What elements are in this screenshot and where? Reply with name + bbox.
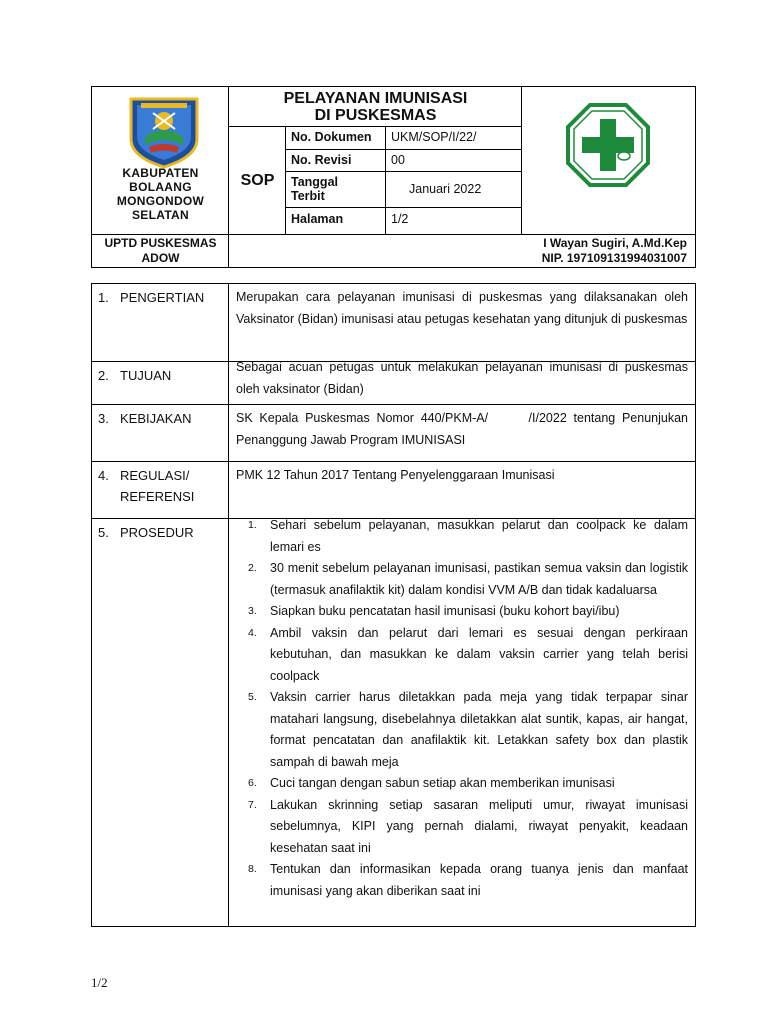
step-text: Tentukan dan informasikan kepada orang tuanya jenis dan manfaat imunisasi yang akan diberikan saat ini (270, 862, 688, 898)
step-number: 2. (248, 562, 257, 574)
signer-name: I Wayan Sugiri, A.Md.Kep (543, 236, 687, 250)
issue-date-label: Tanggal Terbit (291, 175, 338, 203)
procedure-step (236, 623, 688, 688)
step-number: 1. (248, 519, 257, 531)
step-number: 5. (248, 691, 257, 703)
regency-emblem-icon (127, 95, 201, 169)
section-label-line: REGULASI/ (120, 468, 190, 483)
divider (286, 207, 521, 208)
procedure-step (236, 515, 688, 558)
divider (92, 404, 695, 405)
section-number: 1. (98, 290, 109, 305)
step-number: 3. (248, 605, 257, 617)
sop-body-table (91, 283, 696, 927)
section-label: PROSEDUR (120, 525, 194, 540)
section-label (120, 465, 194, 507)
section-number: 3. (98, 411, 109, 426)
region-line: SELATAN (132, 208, 189, 222)
procedure-step (236, 773, 688, 795)
unit-name (92, 235, 229, 266)
divider (286, 149, 521, 150)
doc-number-value: UKM/SOP/I/22/ (391, 130, 477, 144)
section-text: Merupakan cara pelayanan imunisasi di puskesmas yang dilaksanakan oleh Vaksinator (Bidan) imunisasi atau petugas kesehatan yang ditunjuk di puskesmas (236, 290, 688, 326)
health-logo-cell (522, 87, 697, 235)
step-text: Siapkan buku pencatatan hasil imunisasi (buku kohort bayi/ibu) (270, 604, 620, 618)
section-text: Sebagai acuan petugas untuk melakukan pelayanan imunisasi di puskesmas oleh vaksinator (Bidan) (236, 360, 688, 396)
step-text: Sehari sebelum pelayanan, masukkan pelarut dan coolpack ke dalam lemari es (270, 518, 688, 554)
sop-label: SOP (240, 172, 275, 189)
divider (92, 461, 695, 462)
regency-name (92, 166, 229, 222)
procedure-step (236, 687, 688, 773)
divider (385, 127, 386, 235)
regency-logo-cell (92, 87, 229, 235)
step-text: Cuci tangan dengan sabun setiap akan memberikan imunisasi (270, 776, 615, 790)
step-text: 30 menit sebelum pelayanan imunisasi, pastikan semua vaksin dan logistik (termasuk anafilaktik kit) dalam kondisi VVM A/B dan tidak kadaluarsa (270, 561, 688, 597)
unit-line: UPTD PUSKESMAS (104, 236, 217, 250)
section-label: TUJUAN (120, 368, 172, 383)
section-label: PENGERTIAN (120, 290, 205, 305)
section-label: KEBIJAKAN (120, 411, 192, 426)
issue-date-value: Januari 2022 (409, 182, 482, 196)
step-number: 7. (248, 798, 257, 811)
page-label: Halaman (291, 212, 344, 226)
sop-header-table (91, 86, 696, 268)
procedure-step (236, 795, 688, 860)
step-number: 8. (248, 863, 257, 875)
unit-line: ADOW (141, 251, 180, 265)
page-footer: 1/2 (91, 975, 108, 990)
procedure-step (236, 859, 688, 902)
revision-label: No. Revisi (291, 153, 352, 167)
step-text: Lakukan skrinning setiap sasaran meliputi umur, riwayat imunisasi sebelumnya, KIPI yang pernah dialami, riwayat penyakit, keadaan kesehatan saat ini (270, 797, 688, 855)
doc-number-label: No. Dokumen (291, 130, 372, 144)
step-text: Vaksin carrier harus diletakkan pada meja yang tidak terpapar sinar matahari langsung, disebelahnya diletakkan alat suntik, kapas, air hangat, format pencatatan dan anafilaktik kit. Letakkan safety box dan plastik sampah di bawah meja (270, 690, 688, 769)
puskesmas-cross-icon (566, 103, 650, 187)
region-line: BOLAANG (129, 180, 192, 194)
section-number: 5. (98, 525, 109, 540)
step-number: 6. (248, 777, 257, 789)
region-line: KABUPATEN (122, 166, 199, 180)
divider (286, 171, 521, 172)
section-text: PMK 12 Tahun 2017 Tentang Penyelenggaraan Imunisasi (236, 468, 555, 482)
signer-block (542, 235, 687, 266)
procedure-step (236, 601, 688, 623)
title-line: PELAYANAN IMUNISASI (283, 90, 468, 107)
section-label-line: REFERENSI (120, 489, 195, 504)
document-title (229, 87, 522, 127)
procedure-step (236, 558, 688, 601)
step-number: 4. (248, 626, 257, 639)
revision-value: 00 (391, 153, 405, 167)
section-number: 4. (98, 468, 109, 483)
divider (228, 284, 229, 926)
step-text: Ambil vaksin dan pelarut dari lemari es sesuai dengan perkiraan kebutuhan, dan masukkan ke dalam vaksin carrier yang telah berisi coolpack (270, 625, 688, 683)
title-line: DI PUSKESMAS (314, 107, 437, 124)
page-value: 1/2 (391, 212, 409, 226)
signer-nip: NIP. 197109131994031007 (541, 251, 687, 265)
section-number: 2. (98, 368, 109, 383)
procedure-list (236, 515, 688, 902)
region-line: MONGONDOW (116, 194, 205, 208)
section-text: SK Kepala Puskesmas Nomor 440/PKM-A/ /I/2022 tentang Penunjukan Penanggung Jawab Program IMUNISASI (236, 411, 692, 447)
